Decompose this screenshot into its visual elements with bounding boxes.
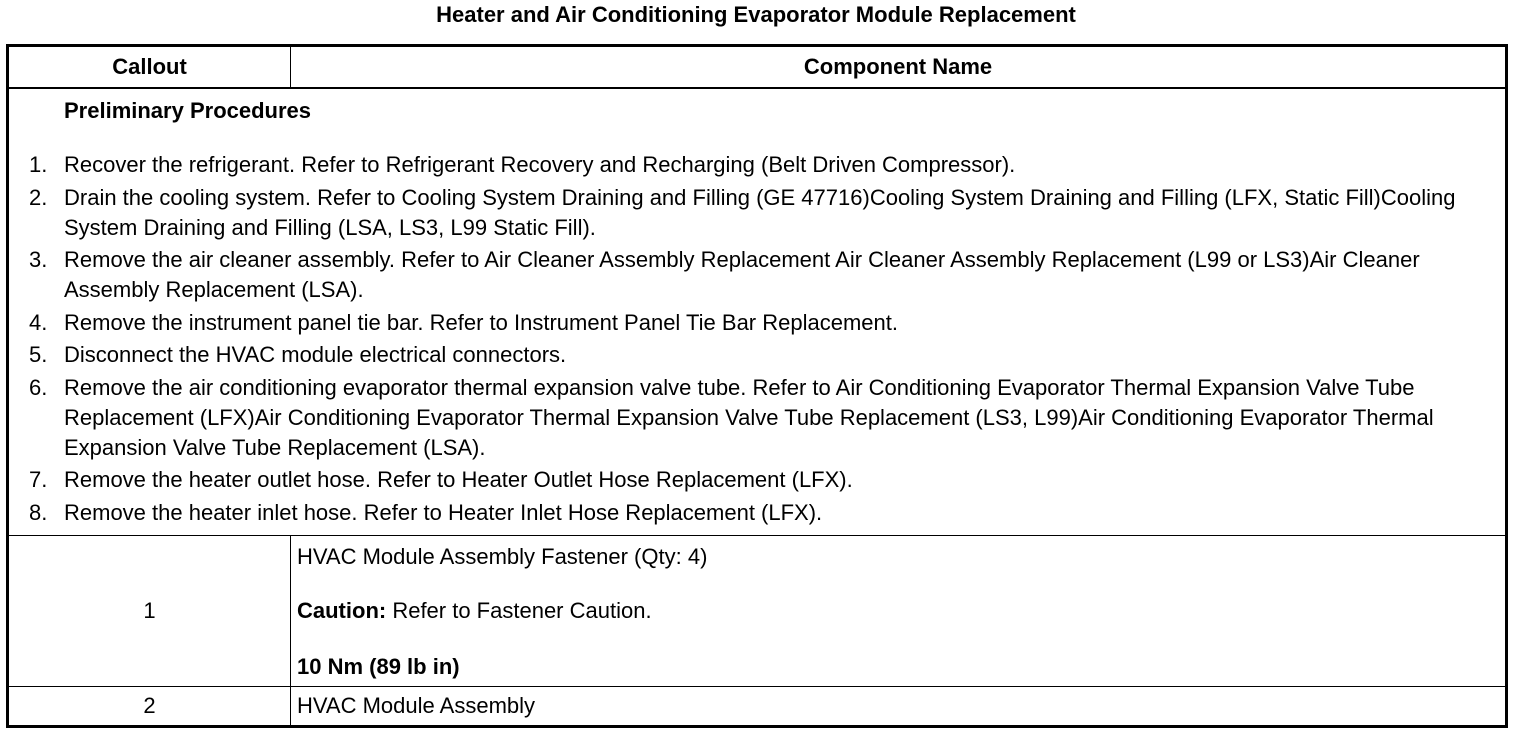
list-item xyxy=(9,308,1505,338)
preliminary-steps-list xyxy=(9,150,1505,528)
callout-header: Callout xyxy=(8,46,291,89)
list-item xyxy=(9,183,1505,243)
list-item xyxy=(9,465,1505,495)
page-title: Heater and Air Conditioning Evaporator Module Replacement xyxy=(436,2,1076,27)
component-name-header: Component Name xyxy=(291,46,1507,89)
table-row xyxy=(8,687,1507,727)
preliminary-procedures-row xyxy=(8,88,1507,536)
component-cell xyxy=(291,536,1507,687)
preliminary-procedures-heading: Preliminary Procedures xyxy=(64,98,312,123)
list-item xyxy=(9,373,1505,463)
list-item xyxy=(9,340,1505,370)
component-name: HVAC Module Assembly Fastener (Qty: 4) xyxy=(297,544,708,569)
step-text: Remove the heater inlet hose. Refer to Heater Inlet Hose Replacement (LFX). xyxy=(64,499,823,525)
step-number: 8. xyxy=(29,499,48,525)
step-text: Remove the heater outlet hose. Refer to Heater Outlet Hose Replacement (LFX). xyxy=(64,467,853,492)
step-text: Remove the air conditioning evaporator thermal expansion valve tube. Refer to Air Conditioning Evaporator Thermal Expansion Valve Tube Replacement (LFX)Air Conditioning Evaporator Thermal Expansion Valve Tube Replacement (LS3, L99)Air Conditioning Evaporator Thermal Expansion Valve Tube Replacement (LSA). xyxy=(64,374,1434,460)
step-number: 3. xyxy=(29,247,48,272)
torque-spec: 10 Nm (89 lb in) xyxy=(297,654,460,679)
table-row xyxy=(8,536,1507,687)
step-number: 2. xyxy=(29,184,48,210)
callout-number: 2 xyxy=(8,687,291,727)
component-name: HVAC Module Assembly xyxy=(291,687,1507,727)
step-text: Remove the instrument panel tie bar. Refer to Instrument Panel Tie Bar Replacement. xyxy=(64,309,898,335)
caution-note xyxy=(297,596,1505,626)
procedure-table xyxy=(6,44,1508,728)
step-text: Drain the cooling system. Refer to Cooling System Draining and Filling (GE 47716)Cooling System Draining and Filling (LFX, Static Fill)Cooling System Draining and Filling (LSA, LS3, L99 Static Fill). xyxy=(64,184,1456,240)
step-number: 7. xyxy=(29,467,48,492)
list-item xyxy=(9,245,1505,305)
callout-number: 1 xyxy=(8,536,291,687)
step-text: Recover the refrigerant. Refer to Refrigerant Recovery and Recharging (Belt Driven Compressor). xyxy=(64,152,1016,177)
preliminary-procedures-cell xyxy=(8,88,1507,536)
step-text: Disconnect the HVAC module electrical connectors. xyxy=(64,342,567,367)
step-number: 4. xyxy=(29,309,48,335)
step-text: Remove the air cleaner assembly. Refer to Air Cleaner Assembly Replacement Air Cleaner Assembly Replacement (L99 or LS3)Air Cleaner Assembly Replacement (LSA). xyxy=(64,247,1420,302)
list-item xyxy=(9,498,1505,528)
caution-label: Caution: xyxy=(297,598,387,623)
caution-text: Refer to Fastener Caution. xyxy=(386,598,652,623)
step-number: 6. xyxy=(29,374,48,400)
step-number: 5. xyxy=(29,342,48,367)
step-number: 1. xyxy=(29,152,48,177)
table-header-row xyxy=(8,46,1507,89)
list-item xyxy=(9,150,1505,180)
